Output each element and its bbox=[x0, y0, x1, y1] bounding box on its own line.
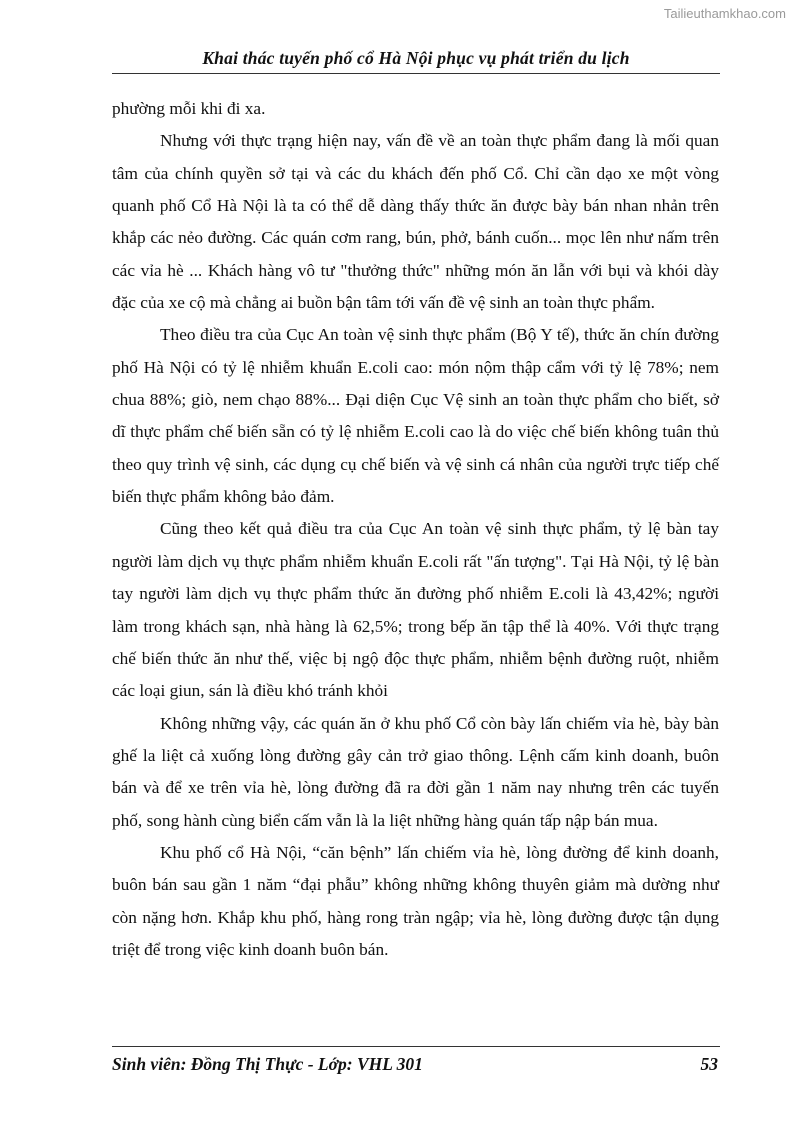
watermark: Tailieuthamkhao.com bbox=[663, 6, 786, 21]
header-divider bbox=[112, 73, 720, 74]
footer-divider bbox=[112, 1046, 720, 1047]
paragraph: Khu phố cổ Hà Nội, “căn bệnh” lấn chiếm vỉa hè, lòng đường để kinh doanh, buôn bán sau gần 1 năm “đại phẫu” không những không thuyên giảm mà dường như còn nặng hơn. Khắp khu phố, hàng rong tràn ngập; vỉa hè, lòng đường được tận dụng triệt để trong việc kinh doanh buôn bán. bbox=[112, 842, 719, 959]
paragraph-continuation: phường mỗi khi đi xa. bbox=[112, 99, 266, 118]
paragraph: Không những vậy, các quán ăn ở khu phố Cổ còn bày lấn chiếm vỉa hè, bày bàn ghế la liệt cả xuống lòng đường gây cản trở giao thông. Lệnh cấm kinh doanh, buôn bán và để xe trên vỉa hè, lòng đường đã ra đời gần 1 năm nay nhưng trên các tuyến phố, song hành cùng biển cấm vẫn là la liệt những hàng quán tấp nập bán mua. bbox=[112, 713, 719, 830]
running-header: Khai thác tuyến phố cổ Hà Nội phục vụ phát triển du lịch bbox=[202, 48, 630, 68]
paragraph: Nhưng với thực trạng hiện nay, vấn đề về an toàn thực phẩm đang là mối quan tâm của chính quyền sở tại và các du khách đến phố Cổ. Chỉ cần dạo xe một vòng quanh phố Cổ Hà Nội là ta có thể dễ dàng thấy thức ăn được bày bán nhan nhản trên khắp các nẻo đường. Các quán cơm rang, bún, phở, bánh cuốn... mọc lên như nấm trên các vỉa hè ... Khách hàng vô tư "thưởng thức" những món ăn lẫn với bụi và khói dày đặc của xe cộ mà chẳng ai buồn bận tâm tới vấn đề vệ sinh an toàn thực phẩm. bbox=[112, 131, 719, 313]
paragraph: Cũng theo kết quả điều tra của Cục An toàn vệ sinh thực phẩm, tỷ lệ bàn tay người làm dịch vụ thực phẩm nhiễm khuẩn E.coli rất "ấn tượng". Tại Hà Nội, tỷ lệ bàn tay người làm dịch vụ thực phẩm thức ăn đường phố nhiễm E.coli là 43,42%; người làm trong khách sạn, nhà hàng là 62,5%; trong bếp ăn tập thể là 40%. Với thực trạng chế biến thức ăn như thế, việc bị ngộ độc thực phẩm, nhiễm bệnh đường ruột, nhiễm các loại giun, sán là điều khó tránh khỏi bbox=[112, 519, 719, 701]
footer-author: Sinh viên: Đồng Thị Thực - Lớp: VHL 301 bbox=[112, 1054, 423, 1074]
paragraph: Theo điều tra của Cục An toàn vệ sinh thực phẩm (Bộ Y tế), thức ăn chín đường phố Hà Nội có tỷ lệ nhiễm khuẩn E.coli cao: món nộm thập cẩm với tỷ lệ 78%; nem chua 88%; giò, nem chạo 88%... Đại diện Cục Vệ sinh an toàn thực phẩm cho biết, sở dĩ thực phẩm chế biến sẵn có tỷ lệ nhiễm E.coli cao là do việc chế biến không tuân thủ theo quy trình vệ sinh, các dụng cụ chế biến và vệ sinh cá nhân của người trực tiếp chế biến thực phẩm không bảo đảm. bbox=[112, 325, 719, 507]
document-body bbox=[112, 93, 719, 966]
page-number: 53 bbox=[700, 1054, 718, 1074]
